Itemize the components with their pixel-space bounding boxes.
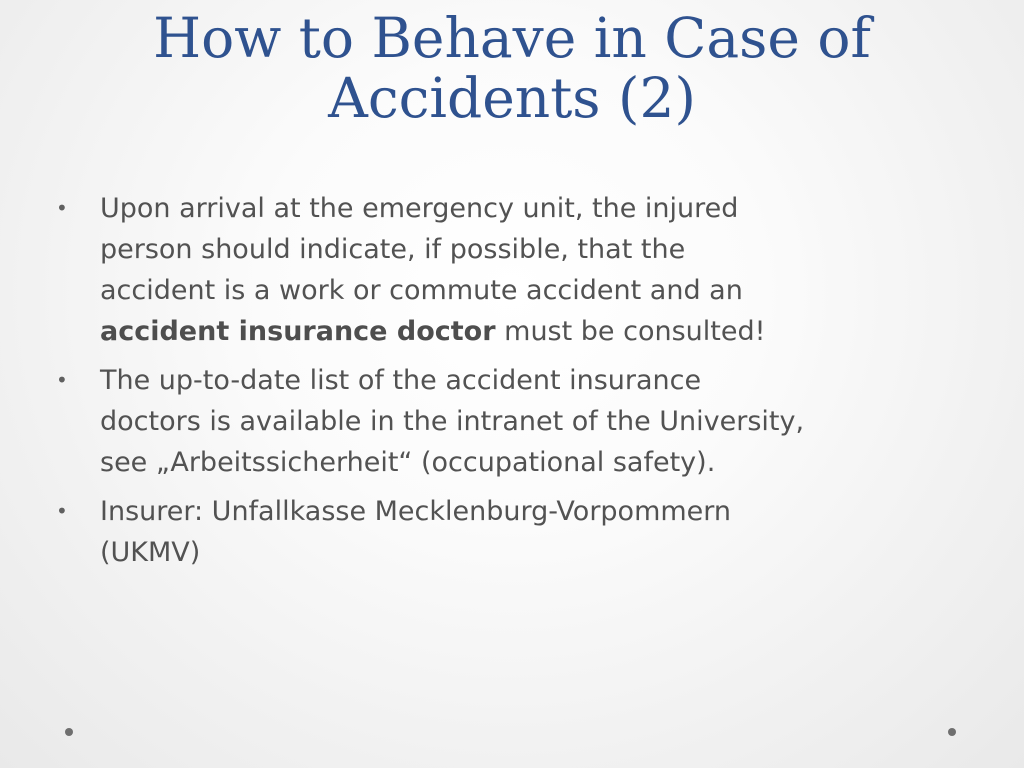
dot-icon: [948, 728, 956, 736]
bullet-item-insurer: [54, 491, 954, 573]
bullet-2-line-1: The up-to-date list of the accident insurance: [100, 365, 702, 396]
bullet-item-insurance-list: [54, 360, 954, 483]
bullet-1-line-2: person should indicate, if possible, that the: [100, 234, 686, 265]
bullet-item-emergency-unit: [54, 188, 954, 352]
slide-title: [40, 8, 984, 128]
bullet-marker: •: [56, 368, 68, 392]
accident-insurance-doctor-emphasis: accident insurance doctor: [100, 316, 496, 347]
bullet-list: [54, 188, 954, 581]
slide-title-line-2: Accidents (2): [328, 66, 696, 130]
dot-icon: [65, 728, 73, 736]
bullet-1-line-3: accident is a work or commute accident and an: [100, 275, 743, 306]
bullet-1-line-1: Upon arrival at the emergency unit, the injured: [100, 193, 739, 224]
bullet-3-line-1: Insurer: Unfallkasse Mecklenburg-Vorpommern: [100, 496, 732, 527]
bullet-marker: •: [56, 499, 68, 523]
bullet-3-line-2: (UKMV): [100, 537, 201, 568]
bullet-marker: •: [56, 196, 68, 220]
bullet-2-line-2: doctors is available in the intranet of the University,: [100, 406, 805, 437]
bullet-1-after-emphasis: must be consulted!: [495, 316, 766, 347]
bullet-2-line-3: see „Arbeitssicherheit“ (occupational safety).: [100, 447, 716, 478]
slide-title-line-1: How to Behave in Case of: [153, 6, 871, 70]
